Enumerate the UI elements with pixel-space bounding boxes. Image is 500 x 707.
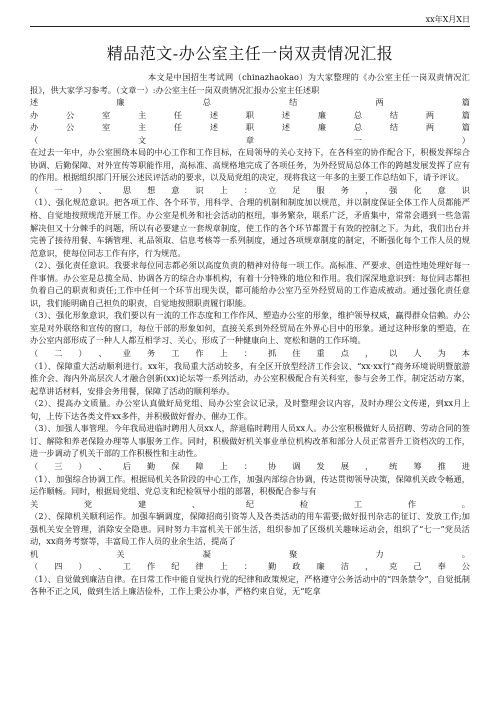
body-paragraph: 办公室主任述职述廉总结两篇 (30, 122, 470, 133)
body-paragraph: （1）、自觉做到廉洁自律。在日常工作中能自觉执行党的纪律和政策规定，严格遵守公务活动中的“四条禁令”，自觉抵制各种不正之风，做到生活上廉洁俭朴，工作上秉公办事，严格约束自觉，无“吃拿 (30, 573, 470, 597)
document-body (30, 71, 470, 598)
body-paragraph: 办公室主任述职述廉总结两篇 (30, 109, 470, 120)
body-paragraph: （四）、工作纪律上：勤政廉洁，克己奉公 (30, 561, 470, 572)
body-paragraph: 关党建、纪检工作。 (30, 498, 470, 509)
body-paragraph: （3）、加强人事管理。今年我局进临时聘用人员xx人，辞退临时聘用人员xx人。办公室积极做好人员招聘、劳动合同的签订、解除和养老保险办理等人事服务工作。同时，积极做好机关事业单位机构改革和部分人员正常晋升工资档次的工作，进一步调动了机关干部的工作积极性和主动性。 (30, 423, 470, 459)
body-paragraph: （文章一） (30, 134, 470, 145)
body-paragraph: 述廉总结两篇 (30, 97, 470, 108)
body-paragraph: （2）、强化责任意识。我要求每位同志都必须以高度负责的精神对待每一项工作。高标准、严要求、创造性地处理好每一件事情。办公室是总揽全局、协调各方的综合办事机构，有着十分特殊的地位和作用。我们深深地意识到：每位同志都担负着自己的职责和责任;工作中任何一个环节出现失误，都可能给办公室乃至外经贸局的工作造成被动。通过强化责任意识，我们能明确自己担负的职责，自觉地按照职责履行职能。 (30, 260, 470, 308)
header-date: xx年X月X日 (425, 15, 470, 24)
body-paragraph: 本文是中国招生考试网（chinazhaokao）为大家整理的《办公室主任一岗双责情况汇报》，供大家学习参考。（文章一）:办公室主任一岗双责情况汇报办公室主任述职 (30, 72, 470, 95)
header-rule (30, 26, 470, 27)
body-paragraph: （1）、强化规范意识。把各项工作、各个环节，用科学、合理的机制和制度加以规范，并以制度保证全体工作人员都能严格、自觉地按照规范开展工作。办公室是机务和社会活动的枢纽，事务繁杂，联系广泛，矛盾集中，常常会遇到一些急需解决但又十分棘手的问题，所以有必要建立一套规章制度，使工作的各个环节都置于有效的控制之下。为此，我们出台并完善了接待用餐、车辆管理、礼品领取、信息考核等一系列制度，通过各项规章制度的制定，不断强化每个工作人员的规范意识，使每位同志工作有序，行为规范。 (30, 197, 470, 258)
body-paragraph: （1）、加强综合协调工作。根据局机关各阶段的中心工作，加强内部综合协调，传达贯彻领导决策，保障机关政令畅通，运作顺畅。同时，根据局党组、党总支和纪检领导小组的部署，积极配合参与有 (30, 473, 470, 497)
body-paragraph: （1）、保障重大活动顺利进行。xx年，我局重大活动较多，有全区开放型经济工作会议、“xx·xx行”商务环境说明暨旅游推介会、海内外高层次人才融合创新(xx)论坛等一系列活动，办公室积极配合有关科室，参与会务工作，制定活动方案，起草讲话材料，安排会务用餐，保障了活动的顺利举办。 (30, 360, 470, 396)
body-paragraph: （2）、提高办文质量。办公室认真做好局党组、局办公室会议记录，及时整理会议内容，及时办理公文传递，到xx月上旬，上传下达各类文件xx多件，并积极做好督办、催办工作。 (30, 398, 470, 421)
body-paragraph: （一）、思想意识上：立足服务，强化意识 (30, 184, 470, 195)
body-paragraph: 在过去一年中，办公室围绕本局的中心工作和工作目标，在局领导的关心支持下，在各科室的协作配合下，积极发挥综合协调、后勤保障、对外宣传等职能作用，高标准、高规格地完成了各项任务，为外经贸局总体工作的跨越发展发挥了应有的作用。根据组织部门开展公述民评活动的要求，以及局党组的决定，现将我这一年多的主要工作总结如下，请予评议。 (30, 147, 470, 183)
body-paragraph: 机关凝聚力。 (30, 548, 470, 559)
body-paragraph: （3）、强化形象意识，我们要以有一流的工作态度和工作作风、塑造办公室的形象，维护领导权威，赢得群众信赖。办公室是对外联络和宣传的窗口，每位干部的形象如何，直接关系到外经贸局在外界心目中的形象。通过这种形象的塑造，在办公室内部形成了一种人人都互相学习、关心，形成了一种健康向上、宽松和谐的工作环境。 (30, 310, 470, 346)
body-paragraph: （二）、业务工作上：抓住重点，以人为本 (30, 348, 470, 359)
body-paragraph: （2）、保障机关顺利运作。加强车辆调度，保障招商引资等人及各类活动的用车需要;做好报刊杂志的征订、发放工作;加强机关安全管理，消除安全隐患。同时努力丰富机关干部生活，组织参加了区级机关趣味运动会，组织了“七一”党员活动，xx商务考察等，丰富局工作人员的业余生活，提高了 (30, 511, 470, 547)
body-paragraph: （三）、后勤保障上：协调发展，统筹推进 (30, 460, 470, 471)
page-title: 精品范文-办公室主任一岗双责情况汇报 (106, 44, 394, 63)
